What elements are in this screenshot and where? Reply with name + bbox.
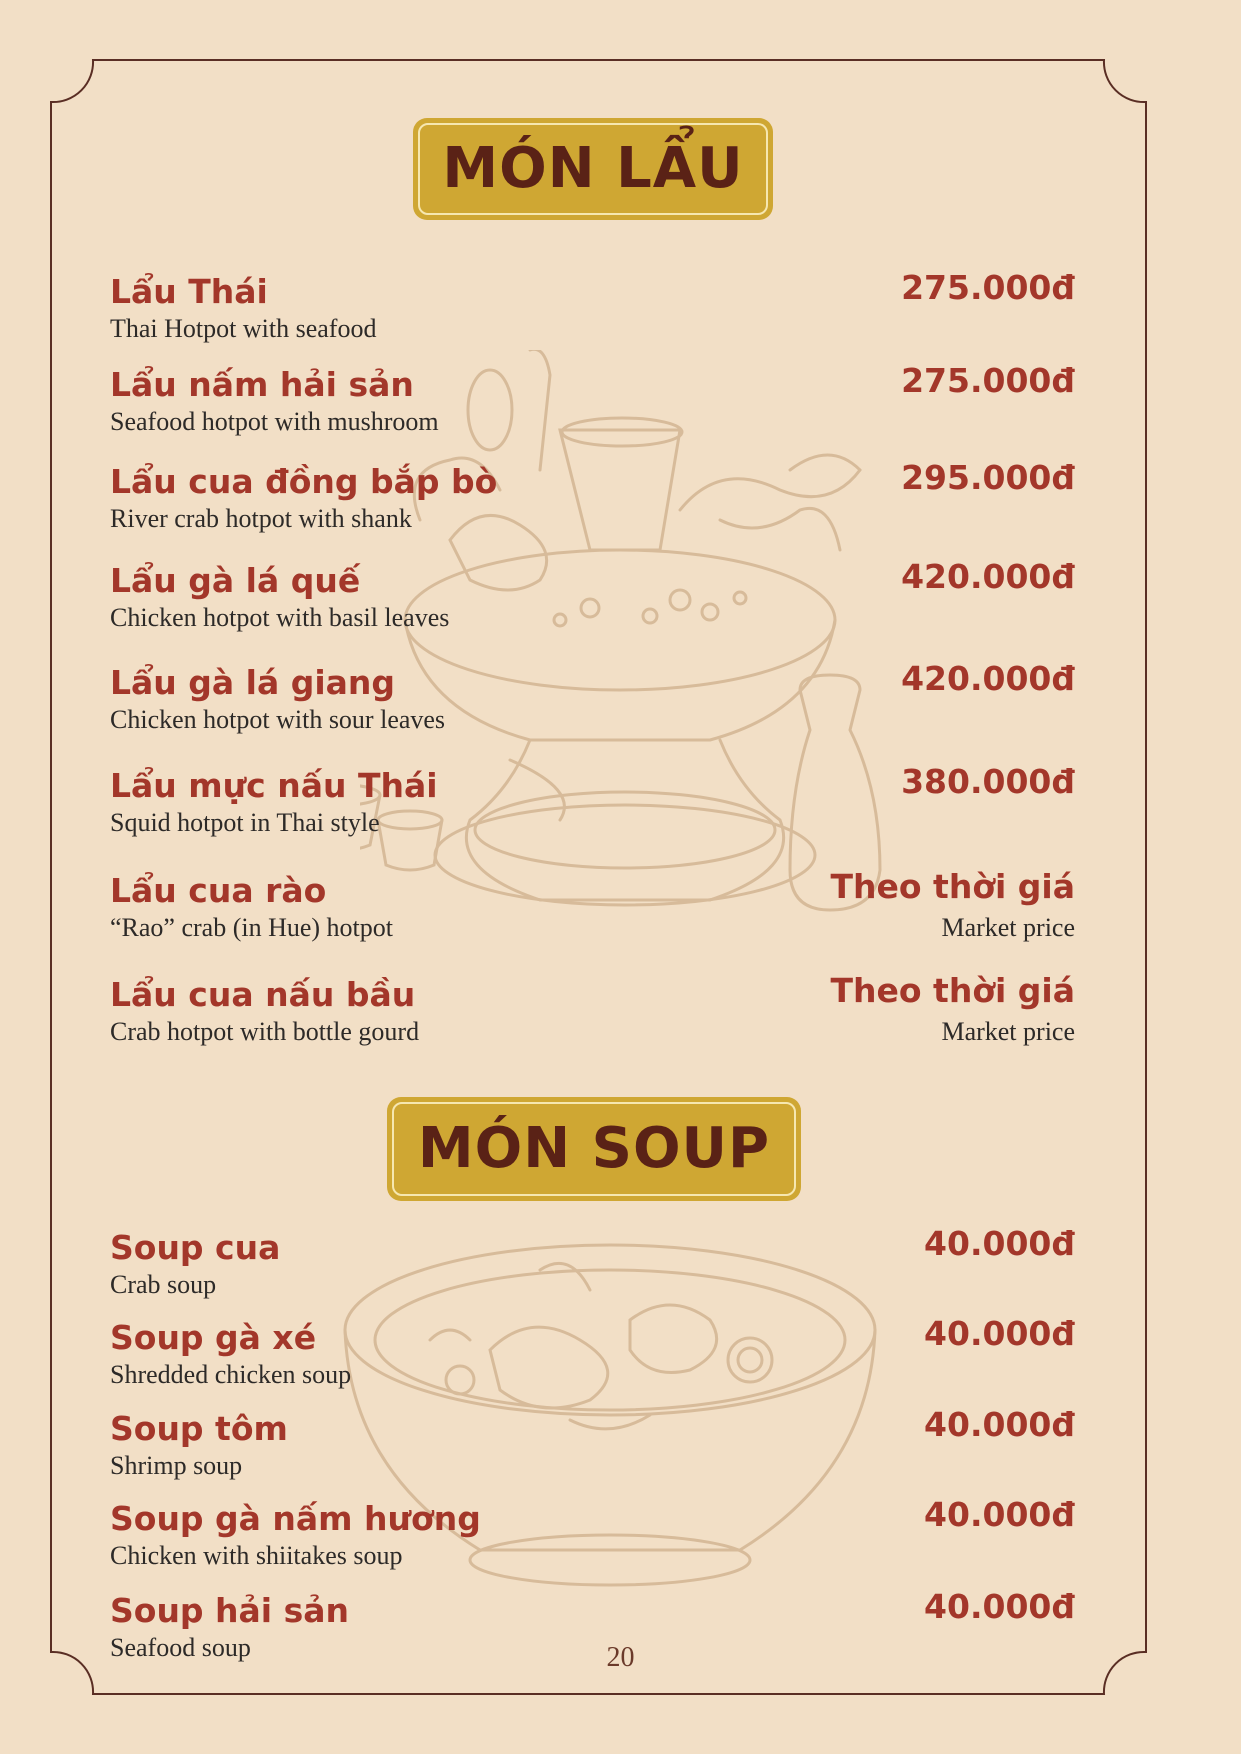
item-name: Lẩu mực nấu Thái [110,766,438,805]
item-price: 40.000đ [924,1495,1075,1534]
item-description: Squid hotpot in Thai style [110,808,380,837]
item-price: 40.000đ [924,1405,1075,1444]
item-description: Chicken with shiitakes soup [110,1541,403,1570]
item-name: Soup tôm [110,1409,288,1448]
item-description: Chicken hotpot with basil leaves [110,603,450,632]
item-name: Lẩu gà lá giang [110,663,396,702]
item-price: 380.000đ [901,762,1075,801]
item-price-note: Market price [941,1017,1075,1046]
item-name: Soup hải sản [110,1591,350,1630]
page-number: 20 [606,1642,635,1673]
item-price: 40.000đ [924,1224,1075,1263]
soup-bowl-illustration [330,1230,890,1610]
item-price: 420.000đ [901,557,1075,596]
item-price-note: Market price [941,913,1075,942]
item-price: 275.000đ [901,268,1075,307]
item-description: “Rao” crab (in Hue) hotpot [110,913,394,942]
item-price: Theo thời giá [830,867,1075,906]
item-description: Chicken hotpot with sour leaves [110,705,446,734]
item-price: 275.000đ [901,361,1075,400]
item-name: Lẩu cua rào [110,871,327,910]
item-name: Lẩu nấm hải sản [110,365,414,404]
item-name: Lẩu cua nấu bầu [110,975,416,1014]
item-name: Lẩu cua đồng bắp bò [110,462,498,501]
item-price: 295.000đ [901,458,1075,497]
item-name: Lẩu Thái [110,272,268,311]
item-description: Crab hotpot with bottle gourd [110,1017,420,1046]
item-description: Crab soup [110,1270,217,1299]
item-description: Shrimp soup [110,1451,243,1480]
item-name: Soup gà nấm hương [110,1499,481,1538]
hotpot-section-banner [413,118,773,220]
hotpot-section-title: MÓN LẨU [442,136,744,201]
item-description: Seafood hotpot with mushroom [110,407,439,436]
item-description: Seafood soup [110,1633,251,1662]
item-price: Theo thời giá [830,971,1075,1010]
item-price: 40.000đ [924,1587,1075,1626]
item-price: 40.000đ [924,1314,1075,1353]
item-description: Shredded chicken soup [110,1360,352,1389]
item-name: Soup gà xé [110,1318,317,1357]
item-name: Lẩu gà lá quế [110,561,361,600]
item-description: Thai Hotpot with seafood [110,314,377,343]
soup-section-title: MÓN SOUP [417,1116,771,1181]
soup-section-banner [387,1097,801,1201]
item-description: River crab hotpot with shank [110,504,412,533]
item-price: 420.000đ [901,659,1075,698]
item-name: Soup cua [110,1228,281,1267]
